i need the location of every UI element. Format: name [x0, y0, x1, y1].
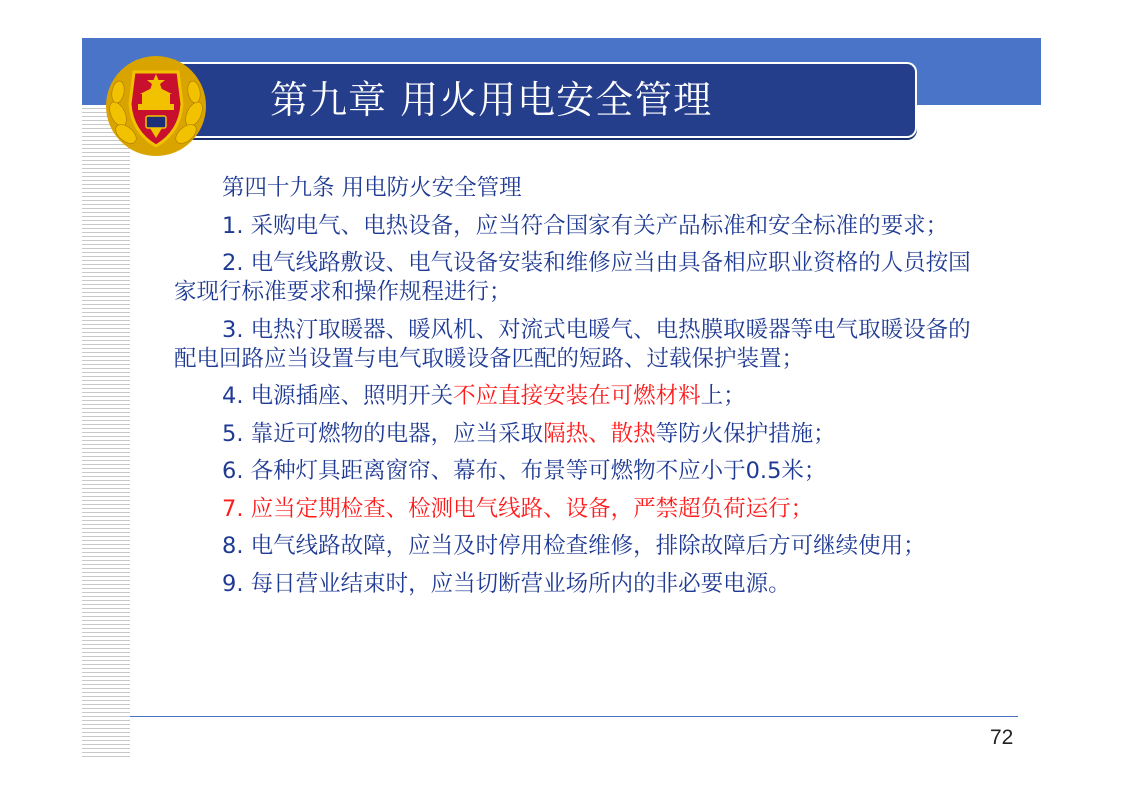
item-text: 4. 电源插座、照明开关 [222, 383, 454, 409]
article-body [174, 174, 974, 607]
article-heading: 第四十九条 用电防火安全管理 [222, 175, 522, 201]
police-fire-emblem-icon [104, 54, 208, 158]
item-text: 3. 电热汀取暖器、暖风机、对流式电暖气、电热膜取暖器等电气取暖设备的配电回路应当设置与电气取暖设备匹配的短路、过载保护装置； [174, 316, 971, 372]
item-highlight: 不应直接安装在可燃材料 [453, 383, 701, 409]
decorative-stripes [82, 100, 130, 760]
item-text: 5. 靠近可燃物的电器，应当采取 [222, 420, 544, 447]
item-text: 等防火保护措施； [655, 420, 836, 447]
item-highlight: 隔热、散热 [543, 420, 656, 447]
footer-divider [130, 716, 1018, 717]
item-text: 1. 采购电气、电热设备，应当符合国家有关产品标准和安全标准的要求； [222, 212, 949, 239]
page-title: 第九章 用火用电安全管理 [270, 78, 713, 122]
item-highlight: 7. 应当定期检查、检测电气线路、设备，严禁超负荷运行； [222, 495, 814, 522]
list-item [174, 532, 974, 561]
list-item [174, 420, 974, 449]
page-number: 72 [990, 726, 1014, 749]
list-item [174, 212, 974, 241]
list-item [174, 457, 974, 486]
list-item [174, 316, 974, 374]
item-text: 8. 电气线路故障，应当及时停用检查维修，排除故障后方可继续使用； [222, 533, 926, 559]
list-item [174, 495, 974, 524]
item-text: 9. 每日营业结束时，应当切断营业场所内的非必要电源。 [222, 570, 791, 597]
item-text: 2. 电气线路敷设、电气设备安装和维修应当由具备相应职业资格的人员按国家现行标准要求和操作规程进行； [174, 250, 971, 305]
list-item [174, 382, 974, 411]
item-text: 上； [700, 383, 746, 409]
item-text: 6. 各种灯具距离窗帘、幕布、布景等可燃物不应小于0.5米； [222, 458, 827, 484]
list-item [174, 249, 974, 307]
list-item [174, 570, 974, 599]
